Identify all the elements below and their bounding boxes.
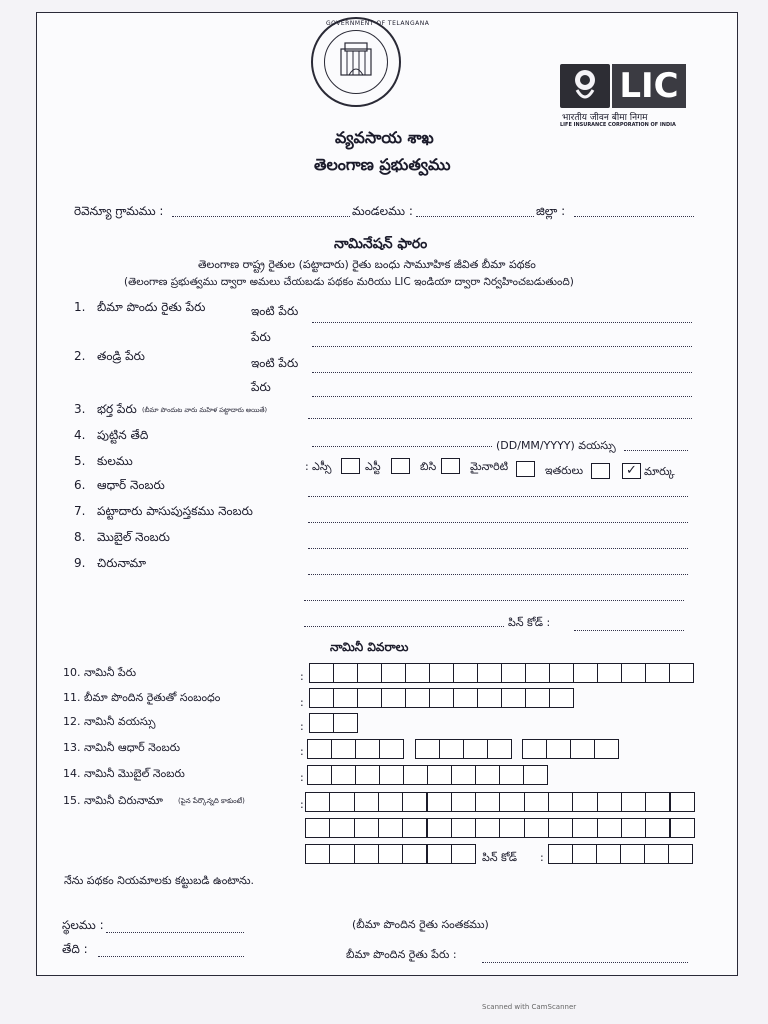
nominee-address-2-box[interactable] — [621, 818, 646, 838]
nominee-name-box[interactable] — [621, 663, 646, 683]
nominee-mobile-box[interactable] — [523, 765, 548, 785]
caste-option-minority: మైనారిటి — [470, 460, 509, 473]
nominee-age-label: 12. నామినీ వయస్సు — [63, 715, 156, 728]
nominee-address-1-box[interactable] — [305, 792, 330, 812]
nominee-relation-box[interactable] — [357, 688, 382, 708]
dob-field[interactable] — [312, 446, 492, 447]
form-subtitle: తెలంగాణ రాష్ట్ర రైతుల (పట్టాదారు) రైతు బంధు సామూహిక జీవిత బీమా పథకం — [198, 258, 536, 271]
field-2-label: తండ్రి పేరు — [97, 349, 145, 363]
nominee-address-2-box[interactable] — [329, 818, 354, 838]
field-3-number: 3. — [74, 402, 86, 416]
address-field-2[interactable] — [304, 600, 684, 601]
caste-option-marku: మార్కు — [644, 465, 675, 478]
nominee-pin-box[interactable] — [620, 844, 645, 864]
form-title: నామినేషన్ ఫారం — [334, 236, 428, 252]
field-8-label: మొబైల్ నెంబరు — [97, 530, 170, 544]
nominee-address-2-box[interactable] — [572, 818, 597, 838]
nominee-address-2-box[interactable] — [305, 818, 330, 838]
government-title: తెలంగాణ ప్రభుత్వము — [314, 155, 451, 174]
lic-tagline: LIFE INSURANCE CORPORATION OF INDIA — [560, 122, 676, 128]
nominee-name-box[interactable] — [309, 663, 334, 683]
nominee-name-box[interactable] — [549, 663, 574, 683]
nominee-address-2-box[interactable] — [451, 818, 476, 838]
nominee-address-1-box[interactable] — [354, 792, 379, 812]
colon-11: : — [300, 696, 304, 709]
address-field-3[interactable] — [304, 626, 504, 627]
nominee-mobile-box[interactable] — [451, 765, 476, 785]
nominee-name-box[interactable] — [357, 663, 382, 683]
lic-logo — [524, 50, 679, 106]
field-2-surname-label: ఇంటి పేరు — [251, 356, 299, 370]
scan-watermark: Scanned with CamScanner — [482, 1003, 577, 1011]
nominee-relation-box[interactable] — [405, 688, 430, 708]
nominee-mobile-box[interactable] — [331, 765, 356, 785]
nominee-address-2-box[interactable] — [670, 818, 695, 838]
nominee-aadhaar-label: 13. నామినీ ఆధార్ నెంబరు — [63, 741, 181, 754]
nominee-name-box[interactable] — [429, 663, 454, 683]
field-7-number: 7. — [74, 504, 86, 518]
caste-minority-checkbox[interactable] — [516, 461, 535, 477]
field-5-number: 5. — [74, 454, 86, 468]
nominee-address-1-box[interactable] — [524, 792, 549, 812]
nominee-aadhaar-b-box[interactable] — [487, 739, 512, 759]
nominee-address-3-box[interactable] — [427, 844, 452, 864]
nominee-name-box[interactable] — [453, 663, 478, 683]
place-label: స్థలము : — [62, 918, 104, 932]
field-8-number: 8. — [74, 530, 86, 544]
caste-option-others: ఇతరులు — [545, 464, 584, 477]
nominee-address-1-box[interactable] — [427, 792, 452, 812]
nominee-name-box[interactable] — [669, 663, 694, 683]
nominee-name-label: 10. నామినీ పేరు — [63, 666, 137, 679]
farmer-name-footer-label: బీమా పొందిన రైతు పేరు : — [346, 948, 457, 961]
nominee-address-note: (పైన పేర్కొన్నది కాకుంటే) — [178, 797, 245, 805]
nominee-pin-box[interactable] — [548, 844, 573, 864]
field-1-name-label: పేరు — [251, 330, 271, 344]
revenue-village-label: రెవెన్యూ గ్రామము : — [74, 204, 164, 218]
nominee-aadhaar-a-box[interactable] — [331, 739, 356, 759]
nominee-address-1-box[interactable] — [670, 792, 695, 812]
nominee-pin-label: పిన్ కోడ్ — [482, 851, 517, 864]
nominee-aadhaar-b-box[interactable] — [415, 739, 440, 759]
nominee-pin-box[interactable] — [668, 844, 693, 864]
field-1-label: బీమా పొందు రైతు పేరు — [97, 300, 206, 314]
nominee-aadhaar-b-box[interactable] — [439, 739, 464, 759]
nominee-address-1-box[interactable] — [548, 792, 573, 812]
nominee-address-3-box[interactable] — [354, 844, 379, 864]
nominee-relation-box[interactable] — [549, 688, 574, 708]
nominee-address-2-box[interactable] — [378, 818, 403, 838]
mandal-field[interactable] — [416, 216, 534, 217]
dob-format-label: (DD/MM/YYYY) వయస్సు — [496, 439, 616, 452]
caste-option-sc: ఎస్సీ — [312, 460, 332, 473]
seal-text: GOVERNMENT OF TELANGANA — [326, 20, 430, 27]
date-label: తేది : — [62, 942, 88, 956]
form-subtitle-2: (తెలంగాణ ప్రభుత్వము ద్వారా అమలు చేయబడు పథకం మరియు LIC ఇండియా ద్వారా నిర్వహించబడుతుంది) — [124, 276, 574, 288]
nominee-address-2-box[interactable] — [402, 818, 427, 838]
lic-text: LIC — [612, 64, 686, 108]
caste-others-checkbox[interactable] — [591, 463, 610, 479]
field-7-label: పట్టాదారు పాసుపుస్తకము నెంబరు — [97, 504, 253, 518]
nominee-pin-box[interactable] — [596, 844, 621, 864]
declaration-text: నేను పథకం నియమాలకు కట్టుబడి ఉంటాను. — [64, 874, 255, 887]
address-field-1[interactable] — [308, 574, 688, 575]
nominee-mobile-box[interactable] — [403, 765, 428, 785]
field-1-surname-label: ఇంటి పేరు — [251, 304, 299, 318]
nominee-relation-box[interactable] — [477, 688, 502, 708]
field-6-number: 6. — [74, 478, 86, 492]
caste-sc-checkbox[interactable] — [341, 458, 360, 474]
caste-st-checkbox[interactable] — [391, 458, 410, 474]
nominee-pin-box[interactable] — [644, 844, 669, 864]
farmer-name-footer-field[interactable] — [482, 962, 688, 963]
nominee-address-1-box[interactable] — [621, 792, 646, 812]
nominee-mobile-box[interactable] — [307, 765, 332, 785]
field-3-note: (బీమా పొందుట వారు మహిళ పట్టాదారు అయితే) — [142, 406, 268, 414]
nominee-name-box[interactable] — [477, 663, 502, 683]
district-label: జిల్లా : — [536, 204, 566, 218]
nominee-name-box[interactable] — [405, 663, 430, 683]
colon-14: : — [300, 771, 304, 784]
aadhaar-field[interactable] — [308, 496, 688, 497]
colon-13: : — [300, 745, 304, 758]
nominee-address-1-box[interactable] — [572, 792, 597, 812]
field-5-label: కులము — [97, 454, 133, 468]
nominee-address-2-box[interactable] — [354, 818, 379, 838]
nominee-address-3-box[interactable] — [305, 844, 330, 864]
nominee-aadhaar-a-box[interactable] — [355, 739, 380, 759]
district-field[interactable] — [574, 216, 694, 217]
nominee-relation-box[interactable] — [309, 688, 334, 708]
field-9-label: చిరునామా — [97, 556, 147, 570]
nominee-relation-box[interactable] — [525, 688, 550, 708]
nominee-heading: నామినీ వివరాలు — [330, 640, 409, 654]
colon-12: : — [300, 720, 304, 733]
field-4-label: పుట్టిన తేది — [97, 428, 149, 442]
nominee-mobile-label: 14. నామినీ మొబైల్ నెంబరు — [63, 767, 185, 780]
pin-code-label: పిన్ కోడ్ : — [508, 616, 551, 629]
nominee-pin-colon: : — [540, 851, 544, 864]
nominee-aadhaar-a-box[interactable] — [307, 739, 332, 759]
age-field[interactable] — [624, 450, 688, 451]
nominee-address-1-box[interactable] — [597, 792, 622, 812]
nominee-address-label: 15. నామినీ చిరునామా — [63, 794, 163, 807]
caste-marku-checkbox[interactable]: ✓ — [622, 463, 641, 479]
nominee-address-2-box[interactable] — [499, 818, 524, 838]
nominee-mobile-box[interactable] — [427, 765, 452, 785]
nominee-address-1-box[interactable] — [645, 792, 670, 812]
colon-10: : — [300, 670, 304, 683]
signature-label: (బీమా పొందిన రైతు సంతకము) — [352, 918, 489, 931]
father-surname-field[interactable] — [312, 372, 692, 373]
nominee-name-box[interactable] — [597, 663, 622, 683]
pin-code-field[interactable] — [574, 630, 684, 631]
nominee-name-box[interactable] — [333, 663, 358, 683]
mandal-label: మండలము : — [352, 204, 413, 218]
nominee-aadhaar-c-box[interactable] — [546, 739, 571, 759]
husband-name-field[interactable] — [308, 418, 692, 419]
nominee-address-2-box[interactable] — [524, 818, 549, 838]
nominee-address-3-box[interactable] — [402, 844, 427, 864]
caste-option-bc: బిసి — [420, 460, 437, 473]
nominee-address-3-box[interactable] — [451, 844, 476, 864]
nominee-aadhaar-c-box[interactable] — [522, 739, 547, 759]
colon-15: : — [300, 798, 304, 811]
nominee-pin-box[interactable] — [572, 844, 597, 864]
nominee-name-box[interactable] — [501, 663, 526, 683]
nominee-name-box[interactable] — [381, 663, 406, 683]
nominee-address-2-box[interactable] — [597, 818, 622, 838]
nominee-mobile-box[interactable] — [499, 765, 524, 785]
nominee-relation-label: 11. బీమా పొందిన రైతుతో సంబంధం — [63, 691, 221, 704]
nominee-name-box[interactable] — [645, 663, 670, 683]
caste-bc-checkbox[interactable] — [441, 458, 460, 474]
nominee-aadhaar-c-box[interactable] — [570, 739, 595, 759]
nominee-address-2-box[interactable] — [427, 818, 452, 838]
father-name-field[interactable] — [312, 396, 692, 397]
nominee-age-box[interactable] — [309, 713, 334, 733]
nominee-relation-box[interactable] — [429, 688, 454, 708]
nominee-name-box[interactable] — [573, 663, 598, 683]
place-field[interactable] — [106, 932, 244, 933]
nominee-address-3-box[interactable] — [378, 844, 403, 864]
nominee-address-1-box[interactable] — [499, 792, 524, 812]
passbook-number-field[interactable] — [308, 522, 688, 523]
nominee-relation-box[interactable] — [333, 688, 358, 708]
telangana-seal-icon — [311, 17, 401, 107]
mobile-number-field[interactable] — [308, 548, 688, 549]
nominee-aadhaar-a-box[interactable] — [379, 739, 404, 759]
nominee-address-2-box[interactable] — [645, 818, 670, 838]
nominee-address-1-box[interactable] — [378, 792, 403, 812]
field-2-number: 2. — [74, 349, 86, 363]
department-title: వ్యవసాయ శాఖ — [335, 128, 434, 147]
nominee-address-3-box[interactable] — [329, 844, 354, 864]
field-6-label: ఆధార్ నెంబరు — [97, 478, 165, 492]
nominee-relation-box[interactable] — [381, 688, 406, 708]
nominee-relation-box[interactable] — [501, 688, 526, 708]
nominee-name-box[interactable] — [525, 663, 550, 683]
field-1-number: 1. — [74, 300, 86, 314]
nominee-mobile-box[interactable] — [355, 765, 380, 785]
lic-hands-icon — [560, 64, 610, 108]
nominee-relation-box[interactable] — [453, 688, 478, 708]
field-3-label: భర్త పేరు — [97, 402, 137, 416]
nominee-aadhaar-b-box[interactable] — [463, 739, 488, 759]
nominee-address-2-box[interactable] — [548, 818, 573, 838]
nominee-address-1-box[interactable] — [402, 792, 427, 812]
farmer-name-field[interactable] — [312, 346, 692, 347]
nominee-aadhaar-c-box[interactable] — [594, 739, 619, 759]
field-9-number: 9. — [74, 556, 86, 570]
field-4-number: 4. — [74, 428, 86, 442]
revenue-village-field[interactable] — [172, 216, 350, 217]
nominee-address-1-box[interactable] — [329, 792, 354, 812]
nominee-address-2-box[interactable] — [475, 818, 500, 838]
farmer-surname-field[interactable] — [312, 322, 692, 323]
nominee-address-1-box[interactable] — [451, 792, 476, 812]
caste-colon: : — [305, 460, 309, 473]
nominee-address-1-box[interactable] — [475, 792, 500, 812]
field-2-name-label: పేరు — [251, 380, 271, 394]
nominee-mobile-box[interactable] — [379, 765, 404, 785]
nominee-mobile-box[interactable] — [475, 765, 500, 785]
caste-option-st: ఎస్టీ — [365, 460, 381, 473]
nominee-age-box[interactable] — [333, 713, 358, 733]
date-field[interactable] — [98, 956, 244, 957]
lic-hindi-name: भारतीय जीवन बीमा निगम — [562, 113, 648, 123]
